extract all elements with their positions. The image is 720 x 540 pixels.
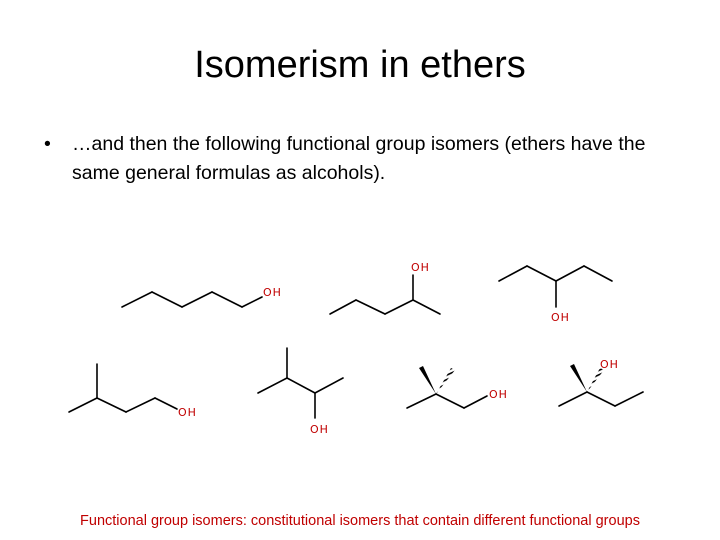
oh-label-4: OH	[178, 406, 197, 419]
structure-3-methylbutan-1-ol	[69, 364, 197, 419]
structure-2-methylbutan-2-ol	[559, 358, 643, 406]
hash-bond	[587, 368, 604, 392]
structure-1-pentanol	[122, 286, 282, 307]
oh-label-1: OH	[263, 286, 282, 299]
oh-label-5: OH	[310, 423, 329, 436]
slide-title: Isomerism in ethers	[194, 44, 526, 86]
structure-2-2-dimethylpropan-1-ol	[407, 366, 508, 408]
structure-pentan-3-ol-top	[330, 261, 440, 314]
hash-bond	[436, 368, 455, 394]
oh-label-6: OH	[489, 388, 508, 401]
bullet-text: …and then the following functional group isomers (ethers have the same general formulas as alcohols).	[72, 133, 646, 184]
wedge-bond	[570, 364, 587, 392]
structure-pentanol-oh-down	[499, 266, 612, 324]
structure-3-methylbutan-2-ol	[258, 348, 343, 436]
footer-note: Functional group isomers: constitutional isomers that contain different functional groups	[80, 513, 640, 529]
bullet-marker: •	[44, 133, 51, 155]
oh-label-7: OH	[600, 358, 619, 371]
wedge-bond	[419, 366, 436, 394]
oh-label-2: OH	[411, 261, 430, 274]
oh-label-3: OH	[551, 311, 570, 324]
